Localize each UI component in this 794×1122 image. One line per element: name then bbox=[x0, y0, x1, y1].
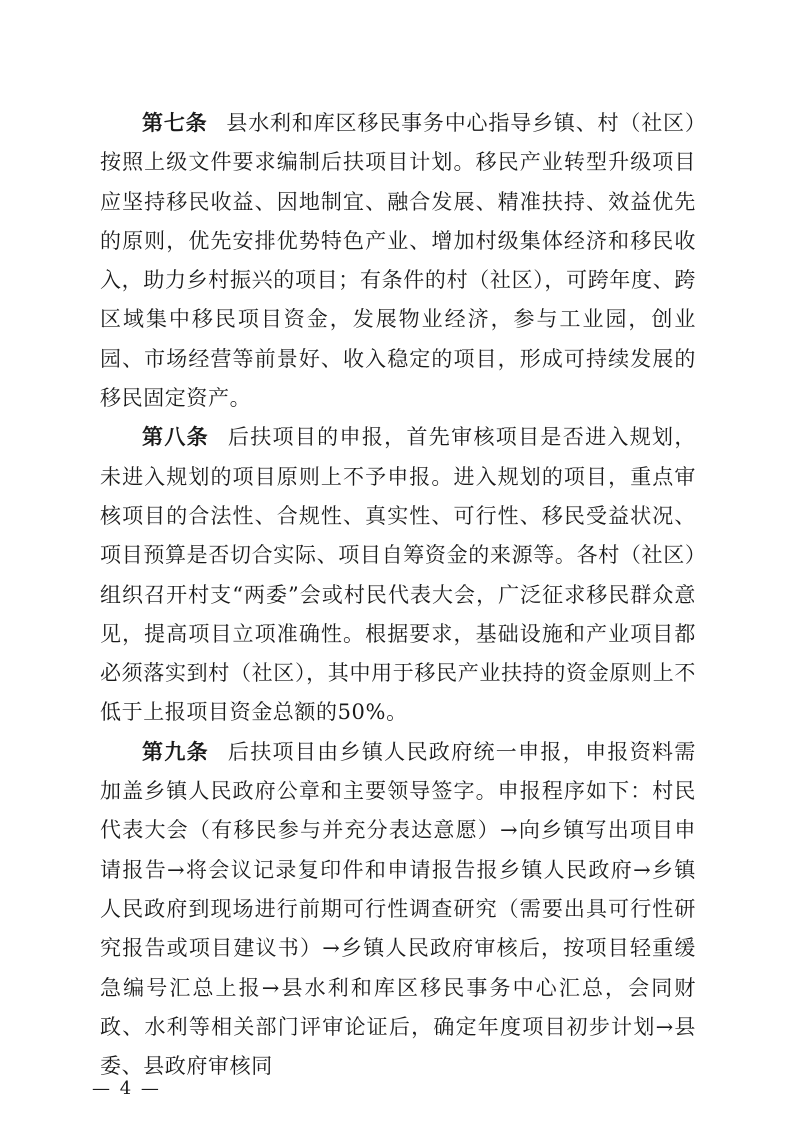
article-8 bbox=[100, 418, 696, 732]
page-number: — 4 — bbox=[92, 1078, 161, 1099]
document-body bbox=[100, 104, 696, 1086]
article-7-heading: 第七条 bbox=[142, 111, 208, 135]
article-7 bbox=[100, 104, 696, 418]
article-9-text: 后扶项目由乡镇人民政府统一申报，申报资料需加盖乡镇人民政府公章和主要领导签字。申报程序如下：村民代表大会（有移民参与并充分表达意愿）→向乡镇写出项目申请报告→将会议记录复印件和申请报告报乡镇人民政府→乡镇人民政府到现场进行前期可行性调查研究（需要出具可行性研究报告或项目建议书）→乡镇人民政府审核后，按项目轻重缓急编号汇总上报→县水利和库区移民事务中心汇总，会同财政、水利等相关部门评审论证后，确定年度项目初步计划→县委、县政府审核同 bbox=[100, 739, 696, 1079]
article-7-text: 县水利和库区移民事务中心指导乡镇、村（社区）按照上级文件要求编制后扶项目计划。移民产业转型升级项目应坚持移民收益、因地制宜、融合发展、精准扶持、效益优先的原则，优先安排优势特色产业、增加村级集体经济和移民收入，助力乡村振兴的项目；有条件的村（社区），可跨年度、跨区域集中移民项目资金，发展物业经济，参与工业园，创业园、市场经营等前景好、收入稳定的项目，形成可持续发展的移民固定资产。 bbox=[100, 111, 696, 411]
article-9-heading: 第九条 bbox=[142, 739, 209, 764]
article-8-text: 后扶项目的申报，首先审核项目是否进入规划，未进入规划的项目原则上不予申报。进入规划的项目，重点审核项目的合法性、合规性、真实性、可行性、移民受益状况、项目预算是否切合实际、项目自筹资金的来源等。各村（社区）组织召开村支“两委”会或村民代表大会，广泛征求移民群众意见，提高项目立项准确性。根据要求，基础设施和产业项目都必须落实到村（社区），其中用于移民产业扶持的资金原则上不低于上报项目资金总额的50%。 bbox=[100, 425, 696, 725]
article-8-heading: 第八条 bbox=[142, 425, 209, 450]
article-9 bbox=[100, 733, 696, 1087]
